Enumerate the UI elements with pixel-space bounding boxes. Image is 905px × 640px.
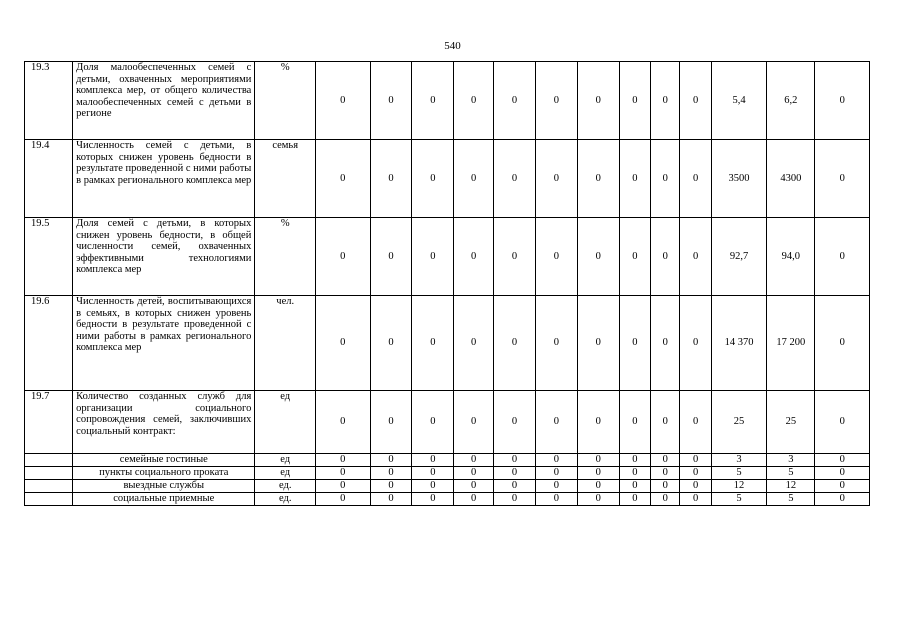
value-cell: 0	[815, 140, 870, 218]
value-cell: 0	[454, 296, 494, 391]
table-subrow	[25, 454, 870, 467]
value-cell: 0	[316, 140, 370, 218]
value-cell: 6,2	[767, 62, 815, 140]
value-cell: 5,4	[711, 62, 766, 140]
unit-cell: ед.	[255, 493, 316, 506]
value-cell: 0	[454, 140, 494, 218]
page-number: 540	[444, 40, 461, 52]
value-cell: 0	[680, 296, 711, 391]
value-cell: 0	[577, 454, 619, 467]
service-name: выездные службы	[73, 480, 255, 493]
value-cell: 0	[412, 480, 454, 493]
row-number: 19.5	[25, 218, 73, 296]
indicator-name: Доля малообеспеченных семей с детьми, охваченных мероприятиями комплекса мер, от общего количества малообеспеченных семей с детьми в регионе	[73, 62, 255, 140]
value-cell: 0	[316, 480, 370, 493]
value-cell: 0	[577, 391, 619, 454]
value-cell: 0	[454, 493, 494, 506]
value-cell: 0	[494, 467, 536, 480]
value-cell: 0	[316, 467, 370, 480]
value-cell: 0	[454, 391, 494, 454]
row-number: 19.7	[25, 391, 73, 454]
value-cell: 0	[454, 218, 494, 296]
value-cell: 12	[711, 480, 766, 493]
value-cell: 25	[711, 391, 766, 454]
value-cell: 0	[577, 493, 619, 506]
value-cell: 5	[711, 493, 766, 506]
value-cell: 0	[535, 391, 577, 454]
value-cell: 0	[370, 296, 412, 391]
value-cell: 0	[815, 454, 870, 467]
value-cell: 0	[577, 467, 619, 480]
value-cell: 0	[412, 218, 454, 296]
value-cell: 0	[619, 467, 650, 480]
value-cell: 0	[651, 218, 680, 296]
value-cell: 0	[535, 480, 577, 493]
value-cell: 0	[370, 480, 412, 493]
value-cell: 0	[619, 391, 650, 454]
row-number: 19.3	[25, 62, 73, 140]
value-cell: 0	[412, 140, 454, 218]
value-cell: 0	[815, 480, 870, 493]
value-cell: 0	[412, 296, 454, 391]
table-row	[25, 62, 870, 140]
value-cell: 0	[316, 391, 370, 454]
service-name: социальные приемные	[73, 493, 255, 506]
value-cell: 0	[680, 454, 711, 467]
value-cell: 0	[680, 62, 711, 140]
indicator-name: Доля семей с детьми, в которых снижен уровень бедности, в общей численности семей, охваченных эффективными технологиями комплекса мер	[73, 218, 255, 296]
indicator-name: Численность семей с детьми, в которых снижен уровень бедности в результате проведенной с ними работы в рамках регионального комплекса мер	[73, 140, 255, 218]
unit-cell: %	[255, 218, 316, 296]
value-cell: 0	[412, 391, 454, 454]
value-cell: 0	[494, 296, 536, 391]
value-cell: 0	[494, 218, 536, 296]
value-cell: 0	[619, 480, 650, 493]
value-cell: 0	[815, 62, 870, 140]
value-cell: 0	[535, 454, 577, 467]
value-cell: 0	[619, 62, 650, 140]
value-cell: 0	[651, 62, 680, 140]
value-cell: 25	[767, 391, 815, 454]
value-cell: 0	[619, 296, 650, 391]
value-cell: 0	[494, 493, 536, 506]
value-cell: 0	[370, 391, 412, 454]
value-cell: 0	[651, 467, 680, 480]
row-number-empty	[25, 454, 73, 467]
value-cell: 0	[577, 140, 619, 218]
value-cell: 0	[680, 480, 711, 493]
value-cell: 0	[535, 62, 577, 140]
value-cell: 0	[680, 493, 711, 506]
table-subrow	[25, 480, 870, 493]
unit-cell: %	[255, 62, 316, 140]
value-cell: 0	[412, 454, 454, 467]
value-cell: 0	[815, 493, 870, 506]
value-cell: 0	[651, 391, 680, 454]
value-cell: 0	[619, 218, 650, 296]
value-cell: 0	[370, 493, 412, 506]
table-body	[25, 62, 870, 506]
value-cell: 17 200	[767, 296, 815, 391]
unit-cell: ед	[255, 454, 316, 467]
value-cell: 0	[535, 140, 577, 218]
service-name: семейные гостиные	[73, 454, 255, 467]
value-cell: 0	[370, 218, 412, 296]
value-cell: 14 370	[711, 296, 766, 391]
indicator-name: Численность детей, воспитывающихся в семьях, в которых снижен уровень бедности в результате проведенной с ними работы в рамках регионального комплекса мер	[73, 296, 255, 391]
value-cell: 0	[651, 493, 680, 506]
table-row	[25, 140, 870, 218]
value-cell: 0	[316, 218, 370, 296]
unit-cell: ед	[255, 467, 316, 480]
value-cell: 0	[370, 140, 412, 218]
value-cell: 0	[535, 218, 577, 296]
value-cell: 0	[316, 454, 370, 467]
value-cell: 0	[680, 391, 711, 454]
value-cell: 94,0	[767, 218, 815, 296]
value-cell: 0	[651, 296, 680, 391]
value-cell: 0	[651, 480, 680, 493]
value-cell: 0	[454, 454, 494, 467]
unit-cell: чел.	[255, 296, 316, 391]
value-cell: 0	[412, 62, 454, 140]
value-cell: 5	[711, 467, 766, 480]
value-cell: 0	[316, 493, 370, 506]
unit-cell: семья	[255, 140, 316, 218]
value-cell: 0	[316, 296, 370, 391]
value-cell: 0	[680, 218, 711, 296]
value-cell: 0	[454, 467, 494, 480]
value-cell: 0	[412, 493, 454, 506]
row-number: 19.4	[25, 140, 73, 218]
value-cell: 0	[370, 467, 412, 480]
value-cell: 0	[454, 480, 494, 493]
value-cell: 3	[767, 454, 815, 467]
value-cell: 0	[619, 493, 650, 506]
unit-cell: ед	[255, 391, 316, 454]
value-cell: 0	[577, 62, 619, 140]
value-cell: 0	[577, 296, 619, 391]
value-cell: 0	[370, 454, 412, 467]
value-cell: 0	[577, 480, 619, 493]
row-number-empty	[25, 493, 73, 506]
value-cell: 0	[316, 62, 370, 140]
indicators-table	[24, 61, 870, 506]
value-cell: 12	[767, 480, 815, 493]
indicator-name: Количество созданных служб для организации социального сопровождения семей, заключивших социальный контракт:	[73, 391, 255, 454]
value-cell: 0	[535, 296, 577, 391]
value-cell: 0	[494, 62, 536, 140]
value-cell: 3500	[711, 140, 766, 218]
value-cell: 0	[494, 454, 536, 467]
value-cell: 0	[577, 218, 619, 296]
unit-cell: ед.	[255, 480, 316, 493]
table-row	[25, 391, 870, 454]
value-cell: 0	[815, 218, 870, 296]
value-cell: 0	[494, 140, 536, 218]
value-cell: 0	[454, 62, 494, 140]
value-cell: 0	[680, 467, 711, 480]
table-subrow	[25, 493, 870, 506]
table-subrow	[25, 467, 870, 480]
row-number: 19.6	[25, 296, 73, 391]
value-cell: 0	[815, 391, 870, 454]
value-cell: 0	[815, 296, 870, 391]
table-row	[25, 218, 870, 296]
value-cell: 0	[412, 467, 454, 480]
row-number-empty	[25, 467, 73, 480]
value-cell: 0	[494, 480, 536, 493]
value-cell: 3	[711, 454, 766, 467]
value-cell: 0	[619, 140, 650, 218]
value-cell: 0	[535, 493, 577, 506]
row-number-empty	[25, 480, 73, 493]
value-cell: 0	[680, 140, 711, 218]
value-cell: 5	[767, 467, 815, 480]
value-cell: 4300	[767, 140, 815, 218]
value-cell: 0	[619, 454, 650, 467]
value-cell: 0	[494, 391, 536, 454]
value-cell: 0	[370, 62, 412, 140]
value-cell: 5	[767, 493, 815, 506]
value-cell: 0	[651, 140, 680, 218]
value-cell: 92,7	[711, 218, 766, 296]
value-cell: 0	[815, 467, 870, 480]
service-name: пункты социального проката	[73, 467, 255, 480]
value-cell: 0	[651, 454, 680, 467]
table-row	[25, 296, 870, 391]
value-cell: 0	[535, 467, 577, 480]
